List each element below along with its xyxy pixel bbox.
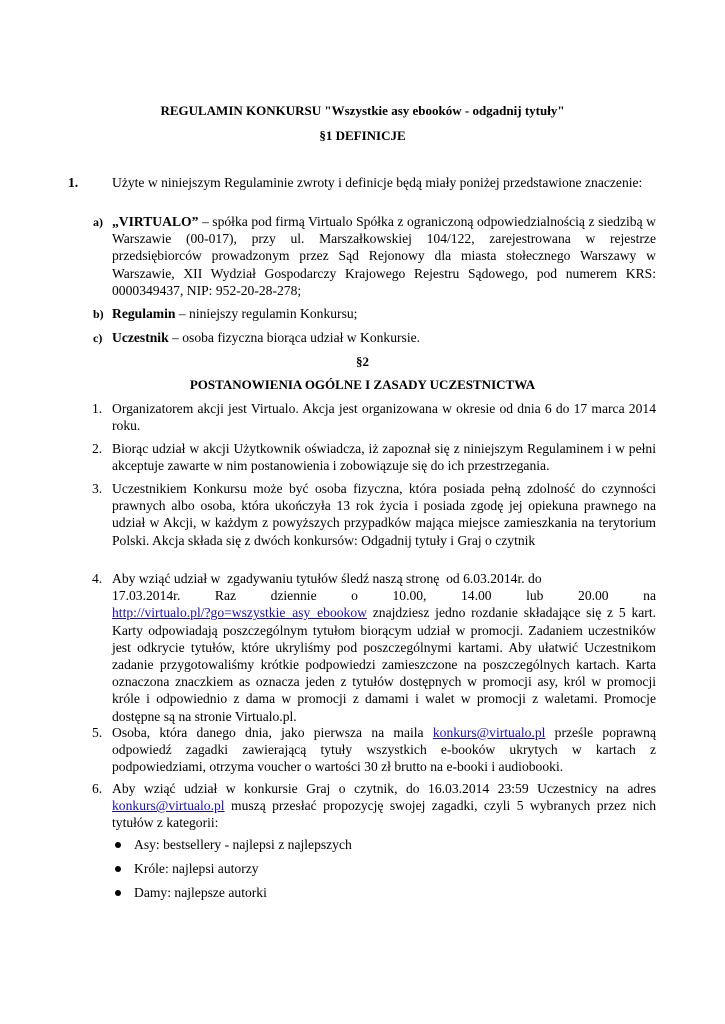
rule-4-text: znajdziesz jedno rozdanie składające się z 5 kart. Karty odpowiadają poszczególnym tytułom biorącym udział w promocji. Zadaniem uczestników jest odkrycie tytułów, które ukryliśmy pod poszczególnymi kartami. Aby ułatwić Uczestnikom zadanie przygotowaliśmy krótkie podpowiedzi zamieszczone na poszczególnych kartach. Karta oznaczona znaczkiem as oznacza jeden z tytułów dostępnych w promocji asy, król w promocji króle i odpowiednio z dama w promocji z damami i walet w promocji z waletami. Promocje dostępne są na stronie Virtualo.pl. <box>112 605 656 724</box>
promo-link[interactable]: http://virtualo.pl/?go=wszystkie_asy_ebookow <box>112 605 367 621</box>
rule-4 <box>112 570 656 725</box>
definition-virtualo <box>112 213 656 299</box>
rule-4-word: 20.00 <box>578 588 609 604</box>
rule-6-text-after: muszą przesłać propozycję swojej zagadki, czyli 5 wybranych przez nich tytułów z kategorii: <box>112 798 656 831</box>
document-title: REGULAMIN KONKURSU "Wszystkie asy ebooków - odgadnij tytuły" <box>160 103 565 118</box>
rule-number-3: 3. <box>92 481 103 496</box>
rule-5-text-before: Osoba, która danego dnia, jako pierwsza na maila <box>112 725 433 740</box>
definition-label-b: b) <box>93 307 104 321</box>
section2-heading: POSTANOWIENIA OGÓLNE I ZASADY UCZESTNICTWA <box>189 377 536 392</box>
email-link[interactable]: konkurs@virtualo.pl <box>112 798 225 814</box>
definition-text: – spółka pod firmą Virtualo Spółka z ograniczoną odpowiedzialnością z siedzibą w Warszawie (00-017), przy ul. Marszałkowskiej 104/122, zarejestrowana w rejestrze przedsiębiorców prowadzonym przez Sąd Rejonowy dla miasta stołecznego Warszawy w Warszawie, XII Wydział Gospodarczy Krajowego Rejestru Sądowego, pod numerem KRS: 0000349437, NIP: 952-20-28-278; <box>112 214 656 298</box>
rule-6 <box>112 780 656 832</box>
definition-intro: Użyte w niniejszym Regulaminie zwroty i definicje będą miały poniżej przedstawione znaczenie: <box>112 175 643 190</box>
email-link[interactable]: konkurs@virtualo.pl <box>432 725 546 740</box>
rule-2: Biorąc udział w akcji Użytkownik oświadcza, iż zapoznał się z niniejszym Regulaminem i w pełni akceptuje zawarte w nim postanowienia i zobowiązuje się do ich przestrzegania. <box>112 441 656 474</box>
rule-4-word: na <box>643 588 656 604</box>
definition-intro-number: 1. <box>68 175 79 190</box>
rule-4-word: 10.00, <box>392 588 427 604</box>
bullet-icon <box>115 890 121 896</box>
definition-uczestnik <box>112 329 656 346</box>
rule-4-word: lub <box>526 588 544 604</box>
rule-5 <box>112 724 656 776</box>
rule-number-5: 5. <box>92 725 103 740</box>
definition-text: – niniejszy regulamin Konkursu; <box>175 306 358 321</box>
rule-number-6: 6. <box>92 781 103 796</box>
rule-5-text-after: prześle poprawną odpowiedź zagadki zawierającą tytuły wszystkich e-booków ukrytych w kartach z podpowiedziami, otrzyma voucher o wartości 30 zł brutto na e-booki i audiobooki. <box>112 725 657 775</box>
rule-4-word: o <box>351 588 358 604</box>
bullet-icon <box>115 866 121 872</box>
category-item: Króle: najlepsi autorzy <box>134 861 259 876</box>
rule-4-word: 17.03.2014r. <box>112 588 181 604</box>
rule-6-text-before: Aby wziąć udział w konkursie Graj o czytnik, do 16.03.2014 23:59 Uczestnicy na adres <box>112 781 656 796</box>
rule-4-line-1: Aby wziąć udział w zgadywaniu tytułów śledź naszą stronę od 6.03.2014r. do <box>112 571 542 586</box>
rule-number-4: 4. <box>92 571 103 586</box>
definition-term: „VIRTUALO” <box>112 214 199 229</box>
definition-label-c: c) <box>93 331 103 345</box>
section2-number: §2 <box>356 354 369 369</box>
rule-4-line-2 <box>112 587 656 604</box>
definition-term: Regulamin <box>112 306 176 321</box>
rule-1: Organizatorem akcji jest Virtualo. Akcja jest organizowana w okresie od dnia 6 do 17 marca 2014 roku. <box>112 401 656 434</box>
rule-4-rest <box>112 604 656 724</box>
rule-4-word: dziennie <box>270 588 317 604</box>
definition-label-a: a) <box>93 215 103 229</box>
rule-number-1: 1. <box>92 401 103 416</box>
bullet-icon <box>115 842 121 848</box>
rule-4-word: 14.00 <box>460 588 492 604</box>
definition-text: – osoba fizyczna biorąca udział w Konkursie. <box>168 330 421 345</box>
rule-4-word: Raz <box>214 588 237 604</box>
category-item: Damy: najlepsze autorki <box>134 885 267 900</box>
category-item: Asy: bestsellery - najlepsi z najlepszych <box>134 837 352 852</box>
rule-number-2: 2. <box>92 441 103 456</box>
section1-heading: §1 DEFINICJE <box>319 128 406 143</box>
definition-regulamin <box>112 305 656 322</box>
rule-3: Uczestnikiem Konkursu może być osoba fizyczna, która posiada pełną zdolność do czynności prawnych albo osoba, która ukończyła 13 rok życia i posiada zgodę jej opiekuna prawnego na udział w Akcji, w każdym z powyższych przypadków mająca miejsce zamieszkania na terytorium Polski. Akcja składa się z dwóch konkursów: Odgadnij tytuły i Graj o czytnik <box>112 481 656 548</box>
definition-term: Uczestnik <box>112 330 169 345</box>
